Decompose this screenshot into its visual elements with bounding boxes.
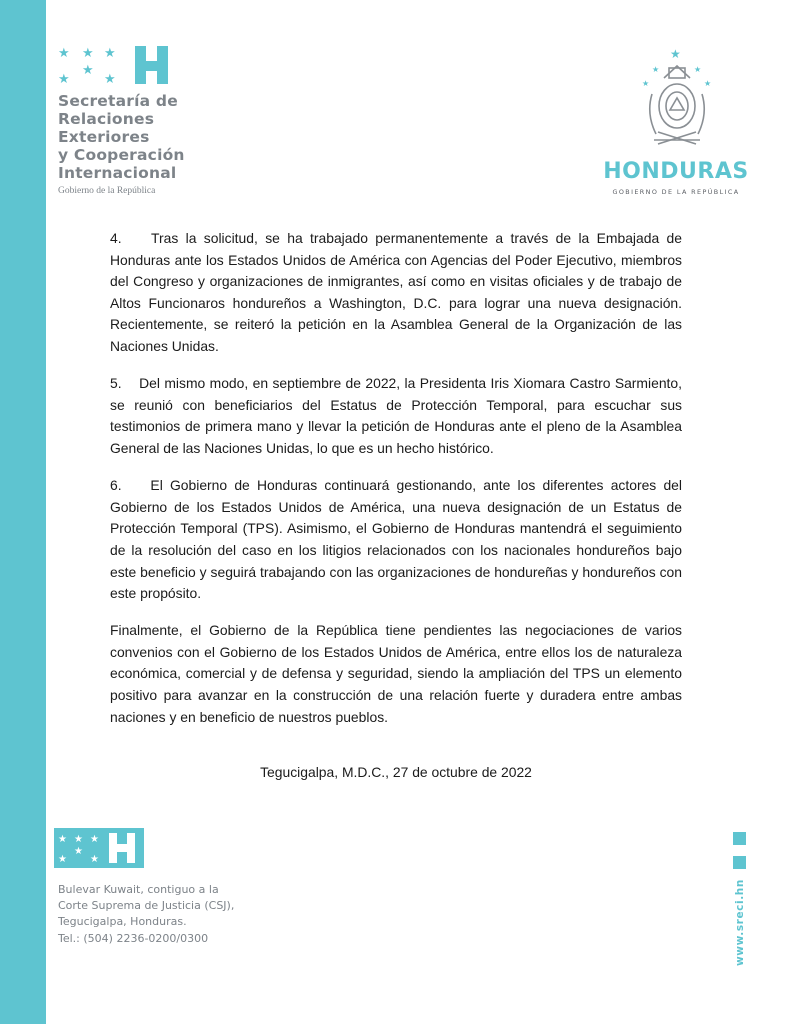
footer-address <box>58 882 318 947</box>
coat-of-arms-emblem <box>634 44 720 160</box>
place-date: Tegucigalpa, M.D.C., 27 de octubre de 2022 <box>260 764 532 780</box>
svg-text:★: ★ <box>90 854 99 865</box>
document-body <box>110 228 682 744</box>
svg-text:★: ★ <box>104 46 116 61</box>
org-subtitle: Gobierno de la República <box>58 186 156 196</box>
paragraph: 6. El Gobierno de Honduras continuará gestionando, ante los diferentes actores del Gobierno de los Estados Unidos de América, una nueva designación de un Estatus de Protección Temporal (TPS). Asimismo, el Gobierno de Honduras mantendrá el seguimiento de la resolución del caso en los litigios relacionados con los nacionales hondureños bajo este beneficio y seguirá trabajando con las organizaciones de hondureñas y hondureños con este propósito. <box>110 477 682 602</box>
website-link[interactable]: www.sreci.hn <box>734 879 746 966</box>
svg-text:★: ★ <box>58 72 70 87</box>
address-line: Corte Suprema de Justicia (CSJ), <box>58 899 235 913</box>
org-name-line: Secretaría de <box>58 92 178 110</box>
side-accent-bar <box>0 0 46 1024</box>
svg-text:★: ★ <box>58 46 70 61</box>
svg-text:★: ★ <box>82 46 94 61</box>
org-name-line: y Cooperación <box>58 146 185 164</box>
svg-text:★: ★ <box>694 65 702 74</box>
phone-line: Tel.: (504) 2236-0200/0300 <box>58 931 209 945</box>
svg-text:★: ★ <box>642 79 650 88</box>
decor-square <box>733 856 746 869</box>
decor-square <box>733 832 746 845</box>
org-name-line: Internacional <box>58 164 177 182</box>
svg-text:★: ★ <box>58 854 67 865</box>
address-line: Bulevar Kuwait, contiguo a la <box>58 883 219 896</box>
svg-text:★: ★ <box>74 834 83 845</box>
address-line: Tegucigalpa, Honduras. <box>58 915 187 929</box>
svg-text:★: ★ <box>82 63 94 78</box>
government-subtitle: GOBIERNO DE LA REPÚBLICA <box>612 188 740 196</box>
paragraph: 4. Tras la solicitud, se ha trabajado permanentemente a través de la Embajada de Honduras ante los Estados Unidos de América con Agencias del Poder Ejecutivo, miembros del Congreso y organizaciones de inmigrantes, así como en visitas oficiales y de trabajo de Altos Funcionaros hondureños a Washington, D.C. para lograr una nueva designación. Recientemente, se reiteró la petición en la Asamblea General de la Organización de las Naciones Unidas. <box>110 230 682 354</box>
honduras-wordmark: HONDURAS <box>603 159 749 184</box>
svg-text:★: ★ <box>704 79 712 88</box>
org-name-line: Relaciones <box>58 110 155 128</box>
svg-text:★: ★ <box>104 72 116 87</box>
svg-text:★: ★ <box>58 834 67 845</box>
footer-logo <box>54 828 144 868</box>
org-name <box>58 92 258 182</box>
svg-text:★: ★ <box>90 834 99 845</box>
paragraph: 5. Del mismo modo, en septiembre de 2022, la Presidenta Iris Xiomara Castro Sarmiento, se reunió con beneficiarios del Estatus de Protección Temporal, para escuchar sus testimonios de primera mano y llevar la petición de Honduras ante el pleno de la Asamblea General de las Naciones Unidas, lo que es un hecho histórico. <box>110 375 682 456</box>
svg-text:★: ★ <box>652 65 660 74</box>
svg-text:★: ★ <box>74 846 83 857</box>
svg-text:★: ★ <box>670 47 681 61</box>
org-name-line: Exteriores <box>58 128 150 146</box>
paragraph: Finalmente, el Gobierno de la República tiene pendientes las negociaciones de varios convenios con el Gobierno de los Estados Unidos de América, entre ellos los de naturaleza económica, comercial y de defensa y seguridad, siendo la ampliación del TPS un elemento positivo para avanzar en la construcción de una relación fuerte y duradera entre ambas naciones y en beneficio de nuestros pueblos. <box>110 622 682 725</box>
stars-h-emblem <box>58 44 178 88</box>
